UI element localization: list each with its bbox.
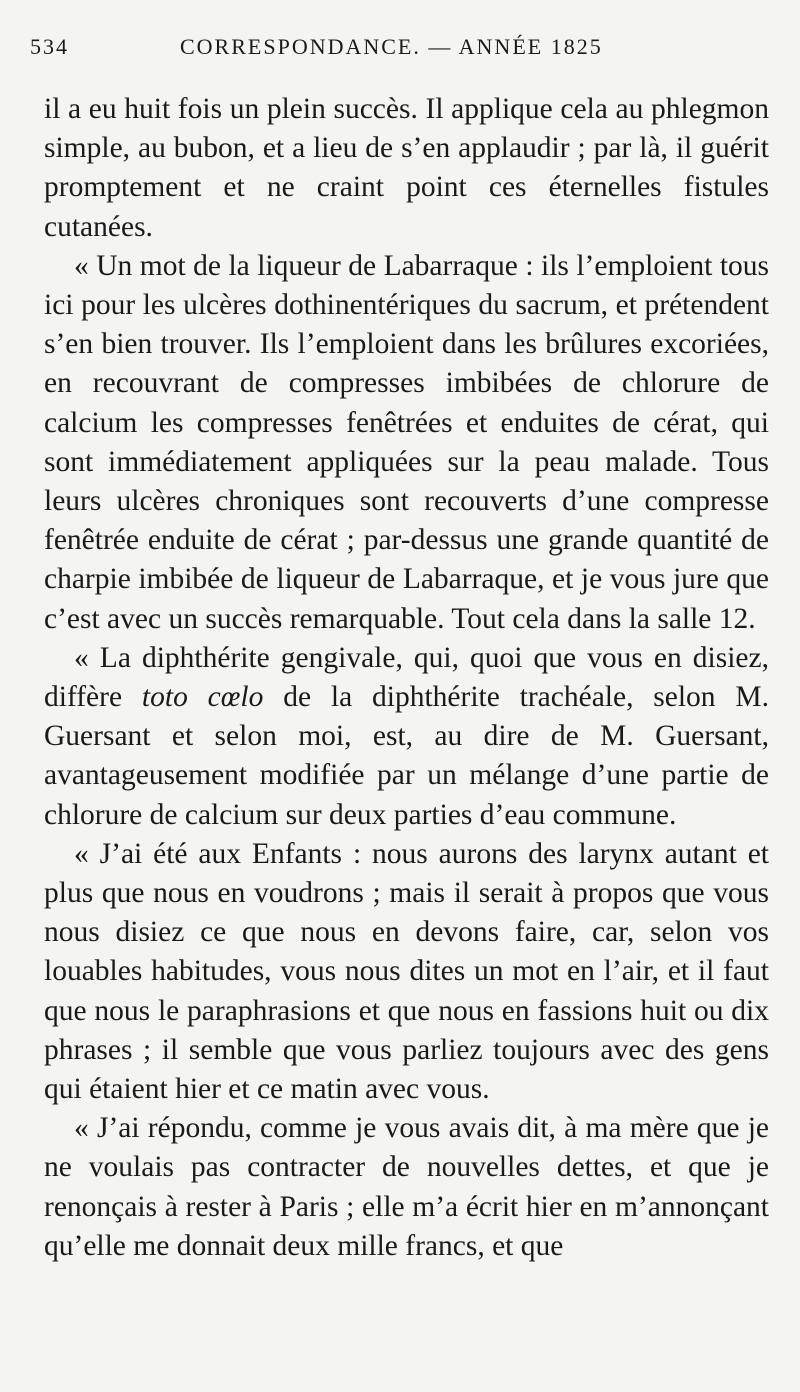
italic-phrase: toto cœlo xyxy=(141,681,264,714)
body-text xyxy=(44,90,769,1266)
page-number: 534 xyxy=(30,34,69,59)
paragraph: « J’ai répondu, comme je vous avais dit, à ma mère que je ne voulais pas contracter de nouvelles dettes, et que je renonçais à rester à Paris ; elle m’a écrit hier en m’annonçant qu’elle me donnait deux mille francs, et que xyxy=(44,1112,769,1262)
paragraph-text: de la diphthérite trachéale, selon M. Guersant et selon moi, est, au dire de M. Guersant, avantageusement modifiée par un mélange d’une partie de chlorure de calcium sur deux parties d’eau commune. xyxy=(44,681,770,831)
paragraph-text: « La diphthérite gengivale, qui, quoi que vous en disiez, diffère xyxy=(44,641,769,714)
paragraph: « Un mot de la liqueur de Labarraque : ils l’emploient tous ici pour les ulcères dothinentériques du sacrum, et prétendent s’en bien trouver. Ils l’emploient dans les brûlures excoriées, en recouvrant de compresses imbibées de chlorure de calcium les compresses fenêtrées et enduites de cérat, qui sont immédiatement appliquées sur la peau malade. Tous leurs ulcères chroniques sont recouverts d’une compresse fenêtrée enduite de cérat ; par-dessus une grande quantité de charpie imbibée de liqueur de Labarraque, et je vous jure que c’est avec un succès remarquable. Tout cela dans la salle 12. xyxy=(44,249,769,635)
paragraph: « J’ai été aux Enfants : nous aurons des larynx autant et plus que nous en voudrons ; mais il serait à propos que vous nous disiez ce que nous en devons faire, car, selon vos louables habitudes, vous nous dites un mot en l’air, et il faut que nous le paraphrasions et que nous en fassions huit ou dix phrases ; il semble que vous parliez toujours avec des gens qui étaient hier et ce matin avec vous. xyxy=(44,837,769,1106)
running-head: CORRESPONDANCE. — ANNÉE 1825 xyxy=(180,34,603,59)
page-header xyxy=(30,34,770,64)
paragraph xyxy=(44,639,769,835)
paragraph: il a eu huit fois un plein succès. Il applique cela au phlegmon simple, au bubon, et a lieu de s’en applaudir ; par là, il guérit promptement et ne craint point ces éternelles fistules cutanées. xyxy=(44,93,769,243)
